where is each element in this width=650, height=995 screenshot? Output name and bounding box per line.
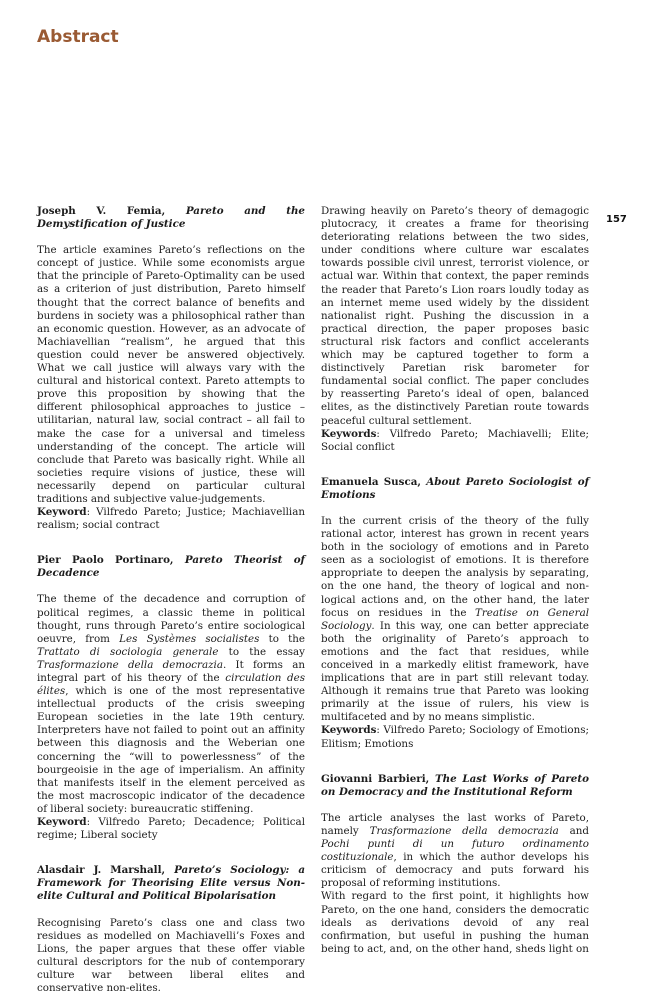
article-femia (37, 205, 305, 532)
abstract-paragraph (321, 205, 589, 428)
article-abstract (37, 593, 305, 842)
text-run: to the (259, 633, 305, 645)
article-author: Alasdair J. Marshall, (37, 864, 165, 876)
article-susca (321, 476, 589, 751)
keywords: Keywords: Vilfredo Pareto; Sociology of Emotions; Elitism; Emotions (321, 724, 589, 750)
article-barbieri (321, 773, 589, 956)
italic-text-run: Les Systèmes socialistes (119, 633, 259, 645)
keywords-label: Keywords (321, 724, 376, 736)
text-run: Recognising Pareto’s class one and class two residues as modelled on Machiavelli’s Foxes and Lions, the paper argues that these offer viable cultural descriptors for the nub of contemporary culture war between liberal elites and conservative non-elites. (37, 917, 305, 994)
article-abstract-continued (321, 205, 589, 454)
keywords-text: Vilfredo Pareto; Sociology of Emotions; Elitism; Emotions (321, 724, 589, 749)
text-run: . In this way, one can better appreciate both the originality of Pareto’s approach to emotions and the fact that residues, while conceived in a markedly elitist framework, have implications that are in part still relevant today. Although it remains true that Pareto was looking primarily at the issue of rulers, his view is multifaceted and by no means simplistic. (321, 620, 589, 724)
keywords-text: Vilfredo Pareto; Justice; Machiavellian realism; social contract (37, 506, 305, 531)
italic-text-run: Pochi punti di un futuro ordinamento costituzionale (321, 838, 589, 863)
article-heading (37, 864, 305, 903)
text-run: . It forms an integral part of his theory of the (37, 659, 305, 684)
keywords-label: Keywords (321, 428, 376, 440)
left-column (37, 205, 305, 995)
italic-text-run: circulation des élites (37, 672, 305, 697)
abstract-paragraph (321, 812, 589, 891)
abstract-paragraph (37, 244, 305, 506)
article-abstract (37, 917, 305, 995)
article-author: Pier Paolo Portinaro, (37, 554, 174, 566)
article-title: Pareto and the Demystification of Justice (37, 205, 305, 230)
article-abstract (37, 244, 305, 532)
text-run: , which is one of the most representative intellectual products of the crisis sweeping European societies in the late 19th century. Interpreters have not failed to point out an affinity between this diagnosis and the Weberian one concerning the “will to powerlessness” of the bourgeoisie in the age of imperialism. An affinity that manifests itself in the element perceived as the most macroscopic indicator of the decadence of liberal society: bureaucratic stiffening. (37, 685, 305, 815)
article-heading (321, 773, 589, 799)
text-run: The theme of the decadence and corruption of political regimes, a classic theme in political thought, runs through Pareto’s entire sociological oeuvre, from (37, 593, 305, 644)
section-heading: Abstract (37, 27, 119, 47)
article-title: About Pareto Sociologist of Emotions (321, 476, 589, 501)
article-heading (37, 205, 305, 231)
article-author: Emanuela Susca, (321, 476, 421, 488)
article-title: Pareto’s Sociology: a Framework for Theorising Elite versus Non-elite Cultural and Political Bipolarisation (37, 864, 305, 902)
article-title: The Last Works of Pareto on Democracy and the Institutional Reform (321, 773, 589, 798)
keywords-label: Keyword (37, 506, 87, 518)
keywords-label: Keyword (37, 816, 87, 828)
text-run: The article analyses the last works of Pareto, namely (321, 812, 589, 837)
keywords: Keyword: Vilfredo Pareto; Justice; Machiavellian realism; social contract (37, 506, 305, 532)
text-run: and (559, 825, 589, 837)
text-run: Drawing heavily on Pareto’s theory of demagogic plutocracy, it creates a frame for theorising deteriorating relations between the two sides, under conditions where culture war escalates towards possible civil unrest, terrorist violence, or actual war. Within that context, the paper reminds the reader that Pareto’s Lion roars loudly today as an internet meme used widely by the dissident nationalist right. Pushing the discussion in a practical direction, the paper proposes basic structural risk factors and conflict accelerants which may be captured together to form a distinctively Paretian risk barometer for fundamental social conflict. The paper concludes by reasserting Pareto’s ideal of open, balanced elites, as the distinctively Paretian route towards peaceful cultural settlement. (321, 205, 589, 427)
right-column (321, 205, 589, 956)
text-run: , in which the author develops his criticism of democracy and puts forward his proposal of reforming institutions. (321, 851, 589, 889)
text-run: In the current crisis of the theory of the fully rational actor, interest has grown in recent years both in the sociology of emotions and in Pareto seen as a sociologist of emotions. It is therefore appropriate to deepen the analysis by separating, on the one hand, the theory of logical and non-logical actions and, on the other hand, the later focus on residues in the (321, 515, 589, 619)
text-run: With regard to the first point, it highlights how Pareto, on the one hand, considers the democratic ideals as derivations devoid of any real confirmation, but useful in pushing the human being to act, and, on the other hand, sheds light on (321, 890, 589, 954)
abstract-paragraph (37, 917, 305, 995)
article-heading (321, 476, 589, 502)
italic-text-run: Treatise on General Sociology (321, 607, 589, 632)
article-author: Giovanni Barbieri, (321, 773, 429, 785)
article-heading (37, 554, 305, 580)
abstract-paragraph (37, 593, 305, 816)
abstract-paragraph (321, 515, 589, 725)
keywords-text: Vilfredo Pareto; Machiavelli; Elite; Social conflict (321, 428, 589, 453)
text-run: The article examines Pareto’s reflections on the concept of justice. While some economists argue that the principle of Pareto-Optimality can be used as a criterion of just distribution, Pareto himself thought that the correct balance of benefits and burdens in society was a philosophical rather than an economic question. However, as an advocate of Machiavellian “realism”, he argued that this question could never be answered objectively. What we call justice will always vary with the cultural and historical context. Pareto attempts to prove this proposition by showing that the different philosophical approaches to justice – utilitarian, natural law, social contract – all fail to make the case for a universal and timeless understanding of the concept. The article will conclude that Pareto was basically right. While all societies require visions of justice, these will necessarily depend on particular cultural traditions and subjective value-judgements. (37, 244, 305, 505)
article-author: Joseph V. Femia, (37, 205, 165, 217)
article-marshall (37, 864, 305, 995)
italic-text-run: Trasformazione della democrazia (37, 659, 223, 671)
keywords: Keyword: Vilfredo Pareto; Decadence; Political regime; Liberal society (37, 816, 305, 842)
italic-text-run: Trasformazione della democrazia (370, 825, 559, 837)
article-abstract (321, 812, 589, 956)
article-portinaro (37, 554, 305, 842)
article-abstract (321, 515, 589, 751)
text-run: to the essay (218, 646, 305, 658)
article-title: Pareto Theorist of Decadence (37, 554, 305, 579)
keywords-text: Vilfredo Pareto; Decadence; Political regime; Liberal society (37, 816, 305, 841)
abstract-paragraph (321, 890, 589, 955)
keywords: Keywords: Vilfredo Pareto; Machiavelli; Elite; Social conflict (321, 428, 589, 454)
page-number: 157 (606, 214, 627, 225)
italic-text-run: Trattato di sociologia generale (37, 646, 218, 658)
